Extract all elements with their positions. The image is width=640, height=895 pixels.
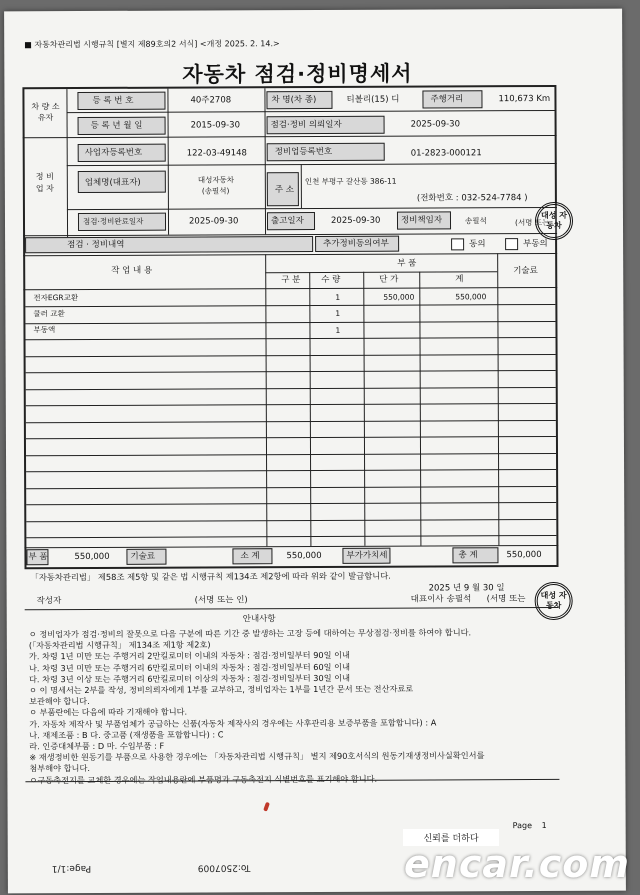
release-date-label: 출고일자 (270, 216, 304, 227)
notice-line: 보관해야 합니다. (29, 696, 90, 707)
row-1-qty: 1 (335, 292, 341, 302)
issue-date: 2025 년 9 월 30 일 (428, 583, 505, 594)
row-2-work: 쿨러 교환 (33, 309, 65, 319)
notice-line: ㅇ 정비업자가 점검·정비의 잘못으로 다음 구분에 따른 기간 중 발생하는 고장 등에 대하여는 무상점검·정비를 하여야 합니다. (28, 627, 472, 640)
done-date: 2025-09-30 (188, 216, 239, 227)
page-label: Page (512, 821, 533, 831)
row-2-qty: 1 (335, 308, 341, 318)
disagree-checkbox[interactable] (505, 238, 518, 250)
writer-sign: (서명 또는 인) (194, 595, 248, 606)
notice-line: 가. 자동차 제작사 및 부품업체가 공급하는 신품(자동차 제작사의 경우에는 사후관리용 보증부품을 포함합니다) : A (29, 717, 437, 729)
summary-labor-label: 기술료 (130, 551, 156, 562)
reg-date-label: 등 록 년 월 일 (90, 120, 143, 131)
ceo-sign: (서명 또는 (486, 594, 526, 605)
document-page (4, 9, 626, 894)
phone: (전화번호 : 032-524-7784 ) (416, 193, 528, 204)
shop-reg-label: 정비업등록번호 (274, 146, 333, 158)
extra-consent-label: 추가정비동의여부 (323, 238, 389, 249)
car-name: 티볼리(15) 디 (346, 94, 400, 105)
mileage: 110,673 Km (498, 93, 551, 105)
reg-date: 2015-09-30 (190, 120, 241, 131)
type-column-header: 구 분 (281, 275, 301, 286)
subtotal: 550,000 (286, 550, 322, 562)
done-date-label: 점검·정비완료일자 (82, 216, 144, 227)
summary-parts-label: 부 품 (28, 552, 48, 563)
work-column-header: 작 업 내 용 (111, 265, 153, 276)
document-title: 자동차 점검·정비명세서 (182, 61, 413, 87)
notice-line: 첨부해야 합니다. (29, 763, 90, 774)
manager-sign-label: (서명 또는 (514, 217, 550, 228)
notice-title: 안내사항 (242, 614, 276, 625)
notice-line: 다. 차령 3년 이상 또는 주행거리 6만킬로미터 이상의 자동차 : 점검·정비일부터 30일 이내 (28, 672, 351, 685)
notice-line: 가. 차령 1년 미만 또는 주행거리 2만킬로미터 이내의 자동차 : 점검·정비일부터 90일 이내 (28, 650, 350, 662)
subtotal-label: 소 계 (240, 551, 260, 562)
total-label: 총 계 (458, 550, 478, 561)
company-label: 업체명(대표자) (84, 177, 141, 189)
company-seal-stamp: 대성 자동차 (535, 202, 573, 240)
address: 인천 부평구 갈산동 386-11 (304, 176, 397, 187)
disagree-label: 부동의 (523, 238, 548, 250)
grand-total: 550,000 (506, 550, 542, 561)
parts-table-grid (4, 9, 622, 12)
release-date: 2025-09-30 (330, 215, 381, 226)
shop-reg: 01-2823-000121 (410, 148, 482, 159)
reg-no: 40주2708 (190, 95, 232, 106)
biz-no-label: 사업자등록번호 (84, 147, 143, 159)
form-reference: ■ 자동차관리법 시행규칙 [별지 제89호의2 서식] <개정 2025. 2. 14.> (24, 39, 280, 50)
shop-section-label: 정 비 업 자 (35, 172, 54, 194)
representative: (송필석) (201, 186, 230, 196)
notice-line: ㅇ 부품란에는 다음에 따라 기재해야 합니다. (29, 706, 188, 718)
notice-line: 나. 차령 3년 미만 또는 주행거리 6만킬로미터 이내의 자동차 : 점검·정비일부터 60일 이내 (28, 661, 351, 673)
notice-line: 나. 재제조품 : B 다. 중고품 (재생품을 포함합니다) : C (29, 729, 224, 741)
notice-line: ㅇ 이 명세서는 2부를 작성, 정비의뢰자에게 1부를 교부하고, 정비업자는 1부를 1년간 문서 또는 전산자료로 (29, 683, 414, 696)
parts-column-header: 부 품 (397, 258, 417, 269)
mileage-label: 주행거리 (430, 94, 464, 105)
declaration-text: 「자동차관리법」 제58조 제5항 및 같은 법 시행규칙 제134조 제2항에 따라 위와 같이 발급합니다. (30, 570, 391, 583)
biz-no: 122-03-49148 (186, 148, 247, 159)
page-number: 1 (541, 820, 547, 831)
agree-checkbox[interactable] (451, 238, 464, 250)
details-section-label: 점검 · 정비내역 (67, 239, 125, 251)
ceo-seal-stamp: 대성 자동차 (535, 582, 573, 620)
request-date: 2025-09-30 (410, 119, 461, 130)
reg-no-label: 등 록 번 호 (92, 95, 134, 106)
row-1-work: 전자EGR교환 (33, 293, 79, 303)
notice-line: 라. 인증대체부품 : D 마. 수입부품 : F (29, 740, 165, 752)
company: 대성자동차 (197, 175, 235, 185)
notice-line: ㅇ구동축전지를 교체한 경우에는 작업내용란에 부품명과 구동축전지 식별번호를 표기해야 합니다. (29, 773, 378, 785)
total-column-header: 계 (455, 274, 464, 285)
manager-label: 정비책임자 (400, 215, 443, 226)
notice-line: (「자동차관리법 시행규칙」 제134조 제1항 제2호) (28, 639, 211, 651)
car-name-label: 차 명(차 종) (271, 94, 317, 106)
row-1-total: 550,000 (455, 292, 487, 302)
fax-recipient: To:2507009 (197, 862, 251, 873)
ink-mark (263, 802, 270, 812)
row-3-work: 부동액 (33, 325, 56, 335)
request-date-label: 점검·정비 의뢰일자 (270, 119, 342, 131)
summary-parts: 550,000 (74, 551, 110, 563)
watermark: encar.com (404, 842, 630, 886)
address-label: 주 소 (274, 185, 295, 196)
agree-label: 동의 (469, 239, 486, 250)
owner-section-label: 차 량 소유자 (31, 102, 60, 123)
row-3-qty: 1 (335, 325, 341, 335)
writer-label: 작성자 (36, 596, 62, 607)
ceo-name: 송필석 (446, 594, 472, 605)
fax-page: Page:1/1 (51, 862, 92, 874)
ceo-label: 대표이사 (410, 594, 444, 605)
vat-label: 부가가치세 (346, 550, 388, 561)
overlay-tag: 신뢰를 더하다 (403, 829, 499, 846)
manager: 송필석 (464, 216, 487, 226)
labor-column-header: 기술료 (513, 266, 538, 277)
notice-line: ※ 재생정비한 원동기를 부품으로 사용한 경우에는 「자동차관리법 시행규칙」 별지 제90호서식의 원동기재생정비사실확인서를 (29, 750, 485, 763)
qty-column-header: 수 량 (321, 274, 341, 285)
unit-price-column-header: 단 가 (379, 274, 399, 285)
row-1-unit-price: 550,000 (383, 292, 415, 302)
